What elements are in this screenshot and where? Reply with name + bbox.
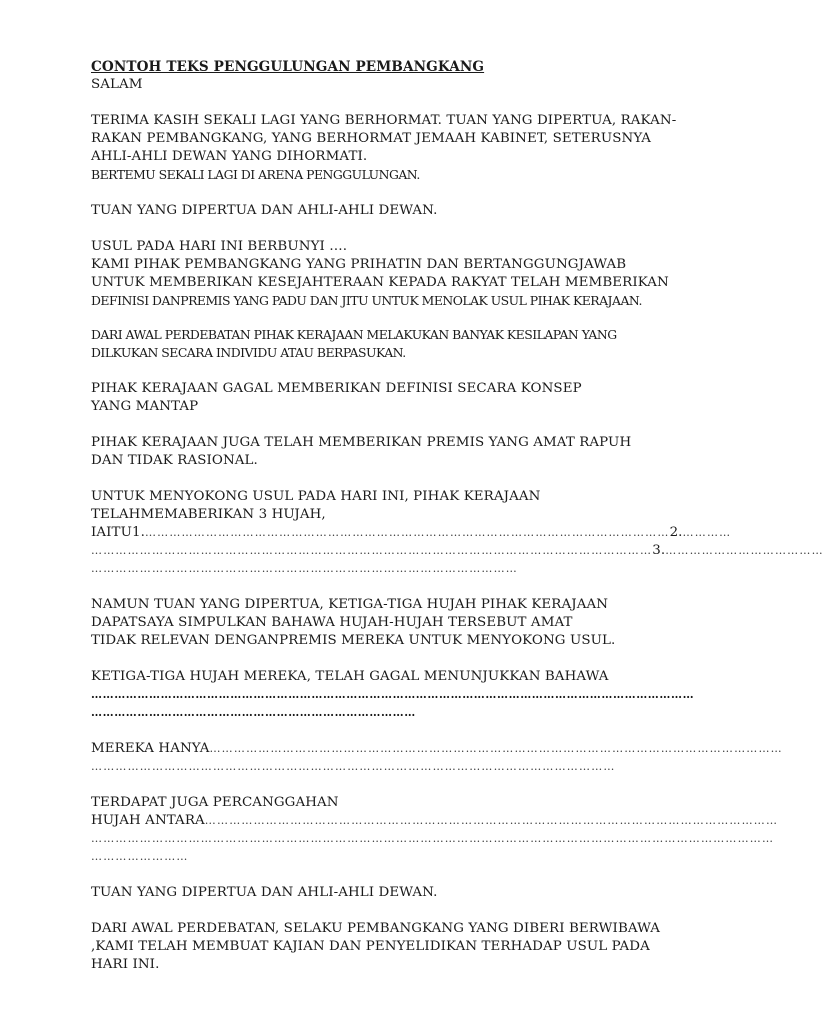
text-line: TERIMA KASIH SEKALI LAGI YANG BERHORMAT. TUAN YANG DIPERTUA, RAKAN- xyxy=(91,113,677,128)
fill-in-dots: ………………………………… xyxy=(665,544,824,557)
paragraph-definition xyxy=(91,380,681,416)
document-title: CONTOH TEKS PENGGULUNGAN PEMBANGKANG xyxy=(91,59,485,75)
marker-2: 2. xyxy=(669,525,683,540)
text-line: TELAHMEMABERIKAN 3 HUJAH, xyxy=(91,507,326,522)
paragraph-motion xyxy=(91,238,681,310)
paragraph-arguments xyxy=(91,488,824,578)
fill-in-dots: …………………………………………………………………………………………………………………………… xyxy=(204,814,779,827)
paragraph-research xyxy=(91,920,681,974)
fill-in-dots: ………………………………………………………………………………………………………………… xyxy=(91,760,616,773)
paragraph-premise xyxy=(91,434,681,470)
fill-in-line xyxy=(91,740,783,758)
greeting: SALAM xyxy=(91,77,143,92)
fill-in-dots: …………………… xyxy=(91,850,189,863)
text-line: KAMI PIHAK PEMBANGKANG YANG PRIHATIN DAN BERTANGGUNGJAWAB xyxy=(91,257,627,272)
text-line: UNTUK MEMBERIKAN KESEJAHTERAAN KEPADA RAKYAT TELAH MEMBERIKAN xyxy=(91,275,669,290)
text-line: DILKUKAN SECARA INDIVIDU ATAU BERPASUKAN. xyxy=(91,345,406,360)
fill-in-line xyxy=(91,812,779,830)
text-line: PIHAK KERAJAAN GAGAL MEMBERIKAN DEFINISI SECARA KONSEP xyxy=(91,381,582,396)
hujah-antara-label: HUJAH ANTARA xyxy=(91,813,205,828)
fill-in-dots: ………… xyxy=(682,526,732,539)
text-line: UNTUK MENYOKONG USUL PADA HARI INI, PIHAK KERAJAAN xyxy=(91,489,541,504)
fill-in-dots: …………………………………………………………………………………………… xyxy=(91,562,518,575)
fill-in-dots: ………………………………………………………………………………………………………………………… xyxy=(91,544,653,557)
text-line: RAKAN PEMBANGKANG, YANG BERHORMAT JEMAAH KABINET, SETERUSNYA xyxy=(91,131,652,146)
text-line: NAMUN TUAN YANG DIPERTUA, KETIGA-TIGA HUJAH PIHAK KERAJAAN xyxy=(91,597,609,612)
paragraph-only xyxy=(91,740,783,776)
text-line: DAN TIDAK RASIONAL. xyxy=(91,453,258,468)
paragraph-conclusion xyxy=(91,596,681,650)
address-line: TUAN YANG DIPERTUA DAN AHLI-AHLI DEWAN. xyxy=(91,203,438,218)
fill-in-dots: ………………………………………………………………………………………………………………… xyxy=(144,526,670,539)
iaitu-label: IAITU1. xyxy=(91,525,145,540)
text-line: BERTEMU SEKALI LAGI DI ARENA PENGGULUNGAN. xyxy=(91,167,420,182)
text-line: HARI INI. xyxy=(91,957,160,972)
text-line: DEFINISI DANPREMIS YANG PADU DAN JITU UNTUK MENOLAK USUL PIHAK KERAJAAN. xyxy=(91,293,642,308)
text-line: ,KAMI TELAH MEMBUAT KAJIAN DAN PENYELIDIKAN TERHADAP USUL PADA xyxy=(91,939,650,954)
fill-in-dots: ………………………………………………………………………………………………………………………………………… xyxy=(91,688,695,701)
paragraph-mistakes xyxy=(91,326,681,362)
mereka-label: MEREKA HANYA xyxy=(91,741,210,756)
paragraph-failed xyxy=(91,668,695,722)
text-line: TIDAK RELEVAN DENGANPREMIS MEREKA UNTUK MENYOKONG USUL. xyxy=(91,633,616,648)
fill-in-line-arguments xyxy=(91,542,824,560)
text-line: USUL PADA HARI INI BERBUNYI …. xyxy=(91,239,348,254)
text-line: DAPATSAYA SIMPULKAN BAHAWA HUJAH-HUJAH TERSEBUT AMAT xyxy=(91,615,573,630)
fill-in-dots: ………………………………………………………………………… xyxy=(91,706,416,719)
address-line: TUAN YANG DIPERTUA DAN AHLI-AHLI DEWAN. xyxy=(91,885,438,900)
marker-3: 3. xyxy=(652,543,666,558)
text-line: DARI AWAL PERDEBATAN PIHAK KERAJAAN MELAKUKAN BANYAK KESILAPAN YANG xyxy=(91,327,617,342)
fill-in-dots: …………………………………………………………………………………………………………………………………………………… xyxy=(91,832,775,845)
text-line: KETIGA-TIGA HUJAH MEREKA, TELAH GAGAL MENUNJUKKAN BAHAWA xyxy=(91,669,609,684)
paragraph-thanks xyxy=(91,112,681,184)
text-line: PIHAK KERAJAAN JUGA TELAH MEMBERIKAN PREMIS YANG AMAT RAPUH xyxy=(91,435,632,450)
text-line: AHLI-AHLI DEWAN YANG DIHORMATI. xyxy=(91,149,368,164)
text-line: TERDAPAT JUGA PERCANGGAHAN xyxy=(91,795,339,810)
paragraph-contradiction xyxy=(91,794,779,866)
fill-in-dots: …………………………………………………………………………………………………………………………… xyxy=(209,742,783,755)
text-line: YANG MANTAP xyxy=(91,399,199,414)
text-line: DARI AWAL PERDEBATAN, SELAKU PEMBANGKANG YANG DIBERI BERWIBAWA xyxy=(91,921,661,936)
fill-in-line-arguments xyxy=(91,524,732,542)
document-page xyxy=(91,58,824,974)
